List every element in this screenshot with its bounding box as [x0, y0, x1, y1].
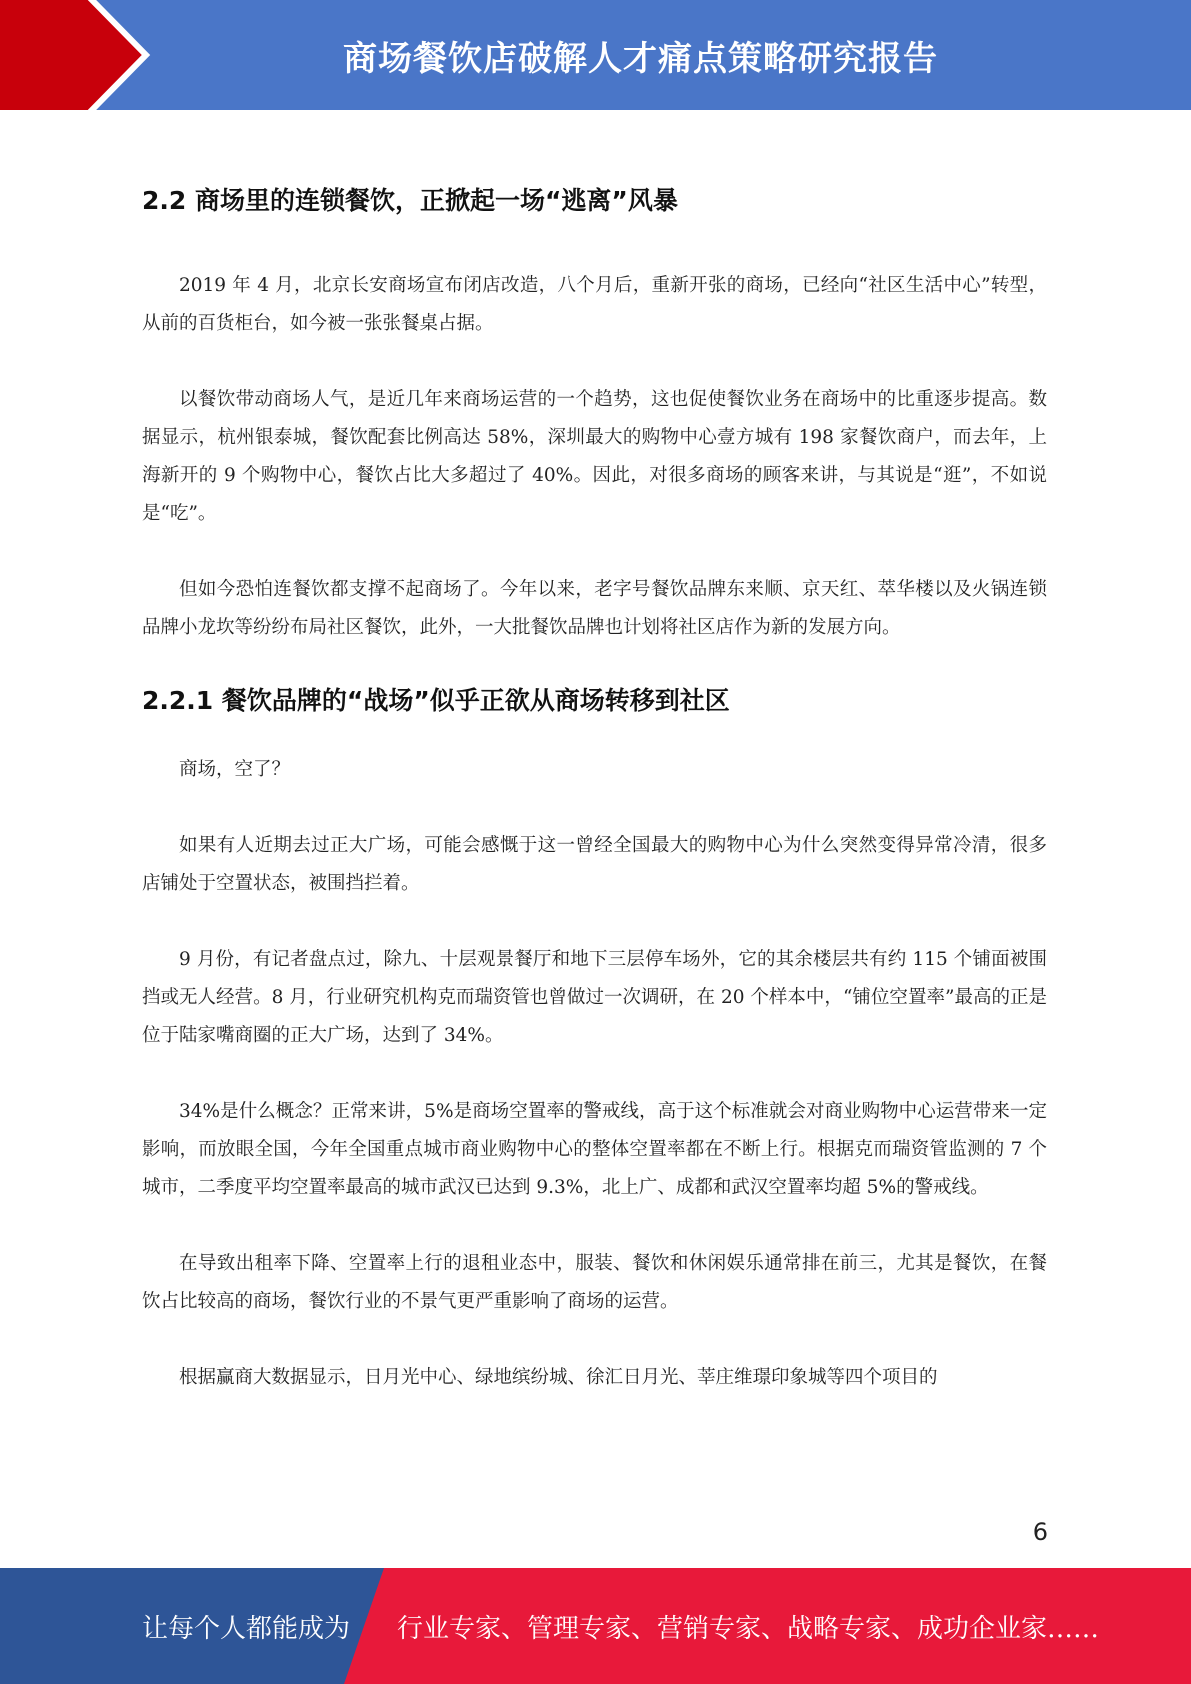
footer-slogan-left: 让每个人都能成为	[142, 1613, 351, 1644]
paragraph: 34%是什么概念？正常来讲，5%是商场空置率的警戒线，高于这个标准就会对商业购物中心运营带来一定影响，而放眼全国，今年全国重点城市商业购物中心的整体空置率都在不断上行。根据克而瑞资管监测的 7 个城市，二季度平均空置率最高的城市武汉已达到 9.3%，北上广、成都和武汉空置率均超 5%的警戒线。	[142, 1101, 1047, 1198]
footer-slogan-right: 行业专家、管理专家、营销专家、战略专家、成功企业家……	[397, 1613, 1100, 1644]
page-number: 6	[1032, 1518, 1048, 1546]
section-heading-2-2: 2.2 商场里的连锁餐饮，正掀起一场“逃离”风暴	[142, 186, 678, 215]
paragraph: 商场，空了？	[179, 759, 291, 780]
paragraph: 以餐饮带动商场人气，是近几年来商场运营的一个趋势，这也促使餐饮业务在商场中的比重逐步提高。数据显示，杭州银泰城，餐饮配套比例高达 58%，深圳最大的购物中心壹方城有 198 家餐饮商户，而去年，上海新开的 9 个购物中心，餐饮占比大多超过了 40%。因此，对很多商场的顾客来讲，与其说是“逛”，不如说是“吃”。	[142, 389, 1047, 524]
paragraph: 2019 年 4 月，北京长安商场宣布闭店改造，八个月后，重新开张的商场，已经向“社区生活中心”转型，从前的百货柜台，如今被一张张餐桌占据。	[142, 275, 1047, 334]
paragraph: 9 月份，有记者盘点过，除九、十层观景餐厅和地下三层停车场外，它的其余楼层共有约 115 个铺面被围挡或无人经营。8 月，行业研究机构克而瑞资管也曾做过一次调研，在 20 个样本中，“铺位空置率”最高的正是位于陆家嘴商圈的正大广场，达到了 34%。	[142, 949, 1047, 1046]
section-heading-2-2-1: 2.2.1 餐饮品牌的“战场”似乎正欲从商场转移到社区	[142, 686, 730, 715]
page-footer	[0, 1568, 1191, 1684]
page-header	[0, 0, 1191, 110]
paragraph: 如果有人近期去过正大广场，可能会感慨于这一曾经全国最大的购物中心为什么突然变得异常冷清，很多店铺处于空置状态，被围挡拦着。	[142, 835, 1047, 894]
paragraph: 但如今恐怕连餐饮都支撑不起商场了。今年以来，老字号餐饮品牌东来顺、京天红、萃华楼以及火锅连锁品牌小龙坎等纷纷布局社区餐饮，此外，一大批餐饮品牌也计划将社区店作为新的发展方向。	[142, 579, 1047, 638]
report-title: 商场餐饮店破解人才痛点策略研究报告	[343, 38, 938, 79]
main-content	[142, 165, 1047, 1435]
paragraph: 根据赢商大数据显示，日月光中心、绿地缤纷城、徐汇日月光、莘庄维璟印象城等四个项目的	[179, 1367, 938, 1388]
paragraph: 在导致出租率下降、空置率上行的退租业态中，服装、餐饮和休闲娱乐通常排在前三，尤其是餐饮，在餐饮占比较高的商场，餐饮行业的不景气更严重影响了商场的运营。	[142, 1253, 1047, 1312]
